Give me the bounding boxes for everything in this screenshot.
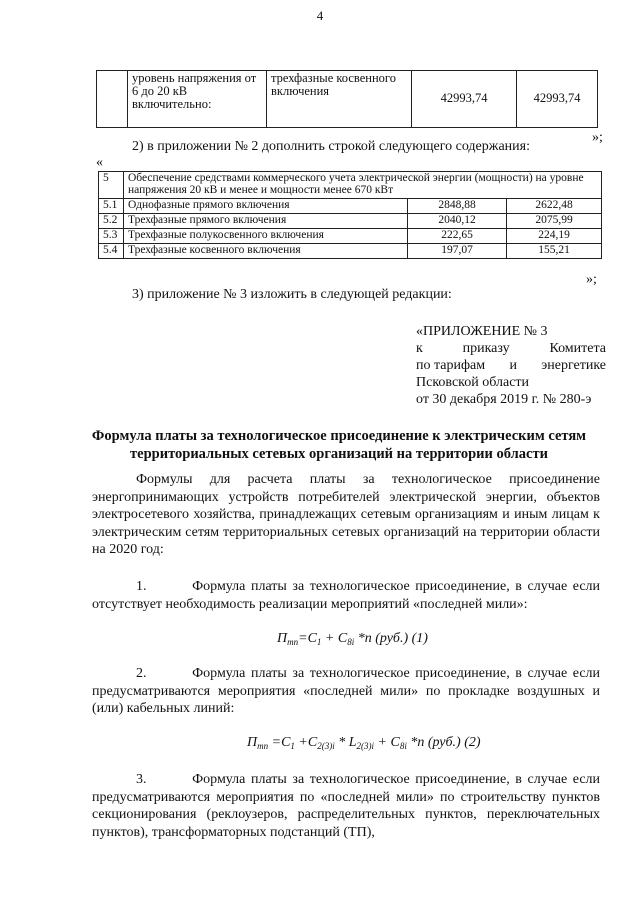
- table-cell: 5.1: [99, 199, 124, 214]
- table-cell: 224,19: [507, 229, 602, 244]
- appendix-line: [416, 357, 606, 374]
- formula-symbol: + C: [321, 631, 348, 646]
- formula-symbol: + C: [374, 735, 400, 750]
- document-title: Формула платы за технологическое присоединение к электрическим сетям территориальных сетевых организаций на территории области: [91, 428, 587, 462]
- table-cell: 5.4: [99, 244, 124, 259]
- appendix-word: и: [509, 358, 517, 373]
- formula-subscript: тп: [287, 637, 299, 647]
- table-cell: уровень напряжения от 6 до 20 кВ включительно:: [128, 71, 267, 128]
- closing-quote-mark: »;: [586, 272, 597, 287]
- formula-subscript: 8i: [399, 741, 407, 751]
- intro-text: Формулы для расчета платы за технологическое присоединение энергопринимающих устройств потребителей электрической энергии, объектов электросетевого хозяйства, принадлежащих сетевым организациям и иным лицам к электрическим сетям территориальных сетевых организаций на территории области на 2020 год:: [92, 472, 600, 557]
- formula-subscript: 1: [290, 741, 295, 751]
- formula-symbol: =C: [268, 735, 291, 750]
- page-number: 4: [316, 8, 324, 23]
- table-cell: Обеспечение средствами коммерческого учета электрической энергии (мощности) на уровне напряжения 20 кВ и менее и мощности менее 670 кВт: [124, 172, 602, 199]
- table-cell: Трехфазные полукосвенного включения: [124, 229, 408, 244]
- formula-symbol: П: [247, 735, 258, 750]
- intro-paragraph: [92, 471, 600, 559]
- closing-quote-mark: »;: [592, 130, 603, 145]
- paragraph-number: 2.: [136, 666, 147, 681]
- table-row: [99, 229, 602, 244]
- appendix-line: от 30 декабря 2019 г. № 280-э: [416, 392, 592, 407]
- formula-subscript: тп: [257, 741, 269, 751]
- table-cell: 5.3: [99, 229, 124, 244]
- table-cell: 2848,88: [408, 199, 507, 214]
- table-cell: 2075,99: [507, 214, 602, 229]
- table-cell: Трехфазные косвенного включения: [124, 244, 408, 259]
- table-cell: 42993,74: [517, 71, 598, 128]
- table-row: [99, 172, 602, 199]
- table-cell: 5.2: [99, 214, 124, 229]
- appendix-line: Псковской области: [416, 375, 530, 390]
- formula-symbol: =C: [298, 631, 317, 646]
- formula-symbol: *n (руб.) (1): [354, 631, 428, 646]
- table-row: [97, 71, 598, 128]
- table-cell: 222,65: [408, 229, 507, 244]
- appendix-word: Комитета: [549, 341, 606, 356]
- paragraph-3: [92, 771, 600, 841]
- paragraph-1: [92, 578, 600, 613]
- table-cell: 42993,74: [412, 71, 517, 128]
- paragraph-text: Формула платы за технологическое присоединение, в случае если предусматриваются мероприятия по «последней мили» по строительству пунктов секционирования (реклоузеров, распределительных пунктов, переключательных пунктов), трансформаторных подстанций (ТП),: [92, 772, 601, 840]
- table-row: [99, 214, 602, 229]
- opening-quote-mark: «: [96, 155, 103, 170]
- table-cell: Однофазные прямого включения: [124, 199, 408, 214]
- formula-subscript: 1: [316, 637, 322, 647]
- tariff-table-added: [98, 171, 602, 259]
- appendix-header: [416, 323, 606, 408]
- appendix-word: энергетике: [541, 358, 606, 373]
- table-cell: 155,21: [507, 244, 602, 259]
- appendix-word: к: [416, 341, 423, 356]
- appendix-word: по тарифам: [416, 358, 486, 373]
- formula-symbol: * L: [334, 735, 357, 750]
- table-row: [99, 244, 602, 259]
- table-row: [99, 199, 602, 214]
- formula-symbol: +C: [294, 735, 318, 750]
- paragraph-number: 1.: [136, 579, 147, 594]
- item-3-text: 3) приложение № 3 изложить в следующей редакции:: [132, 287, 452, 302]
- formula-subscript: 2(3)i: [317, 741, 335, 751]
- table-cell: Трехфазные прямого включения: [124, 214, 408, 229]
- item-2-text: 2) в приложении № 2 дополнить строкой следующего содержания:: [132, 139, 530, 154]
- formula-symbol: *n (руб.) (2): [406, 735, 481, 750]
- table-cell: 2622,48: [507, 199, 602, 214]
- appendix-title: «ПРИЛОЖЕНИЕ № 3: [416, 324, 548, 339]
- formula-symbol: П: [277, 631, 288, 646]
- table-cell: трехфазные косвенного включения: [267, 71, 412, 128]
- paragraph-text: Формула платы за технологическое присоединение, в случае если отсутствует необходимость реализации мероприятий «последней мили»:: [92, 579, 601, 612]
- table-cell: 5: [99, 172, 124, 199]
- tariff-table-top: [96, 70, 598, 128]
- table-cell: [97, 71, 128, 128]
- formula-subscript: 2(3)i: [356, 741, 375, 751]
- table-cell: 2040,12: [408, 214, 507, 229]
- formula-1: [277, 631, 428, 647]
- formula-subscript: 8i: [347, 637, 355, 647]
- paragraph-text: Формула платы за технологическое присоединение, в случае если предусматриваются мероприятия «последней мили» по прокладке воздушных и (или) кабельных линий:: [92, 666, 601, 716]
- table-cell: 197,07: [408, 244, 507, 259]
- paragraph-number: 3.: [136, 772, 147, 787]
- paragraph-2: [92, 665, 600, 718]
- appendix-word: приказу: [462, 341, 510, 356]
- appendix-line: [416, 340, 606, 357]
- formula-2: [247, 735, 481, 751]
